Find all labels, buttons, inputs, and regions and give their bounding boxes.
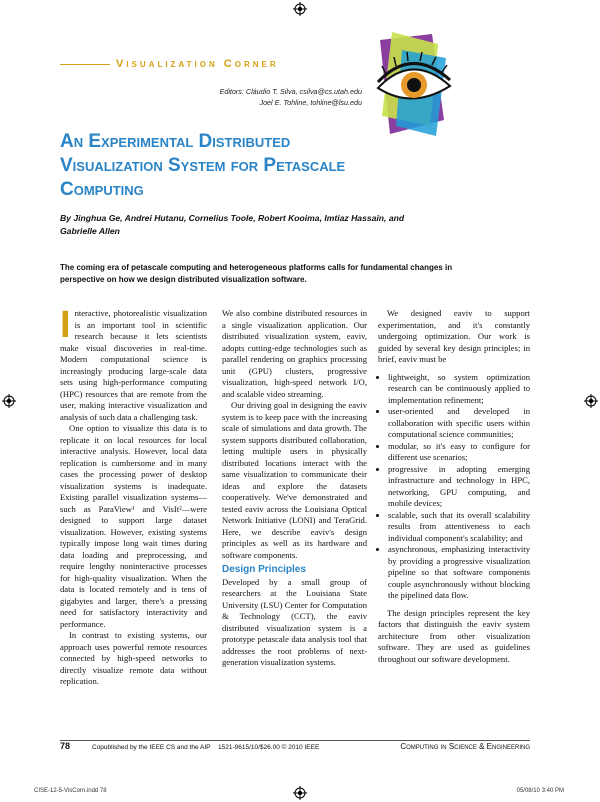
subsection-heading: Design Principles — [222, 564, 306, 575]
paragraph: The design principles represent the key factors that distinguish the eaviv system architecture from other visualization software. They are used as guidelines throughout our software development. — [378, 607, 530, 664]
editor-line-2: Joel E. Tohline, tohline@lsu.edu — [259, 98, 362, 107]
body-column-1 — [60, 304, 207, 688]
registration-mark-right-icon — [584, 394, 598, 408]
paragraph: Our driving goal in designing the eaviv system is to keep pace with the increasing scale of simulations and data growth. The system supports distributed collaboration, letting multiple users in physically distributed locations interact with the same visualization to communicate their ideas and explore the datasets cooperatively. We've demonstrated and tested eaviv across the Louisiana Optical Network Initiative (LONI) and TeraGrid. Here, we describe eaviv's design principles as well as its hardware and software components. — [222, 400, 367, 560]
paragraph: Developed by a small group of researchers at the Louisiana State University (LSU) Center for Computation & Technology (CCT), the eaviv distributed visualization system is a prototype petascale data analysis tool that addresses the root problems of next-generation visualization systems. — [222, 576, 367, 667]
paragraph-text: nteractive, photorealistic visualization is an important tool in scientific research because it lets scientists make visual discoveries in real-time. Modern computational science is increasingly producing large-scale data sets using high-performance computing (HPC) resources that are remote from the user, making interactive visualization and analysis of such data a challenging task. — [60, 308, 207, 422]
registration-mark-top-icon — [293, 2, 307, 16]
body-column-3 — [378, 308, 530, 665]
footer-rule — [60, 740, 530, 741]
list-item: • user-oriented and developed in collaboration with specific users within computational science communities; — [388, 406, 530, 441]
drop-cap: I — [60, 304, 71, 346]
paragraph: We also combine distributed resources in a single visualization application. Our distributed visualization system, eaviv, adopts cutting-edge technologies such as parallel rendering on graphics processing unit (GPU) clusters, progressive visualization, high-speed network I/O, and scalable video streaming. — [222, 308, 367, 399]
section-header: Visualization Corner — [116, 58, 279, 70]
article-title: An Experimental Distributed Visualization System for Petascale Computing — [60, 131, 346, 200]
registration-mark-bottom-icon — [293, 786, 307, 800]
list-item: • asynchronous, emphasizing interactivity by providing a progressive visualization pipeline so that software components couple asynchronously without blocking the pipelined data flow. — [388, 544, 530, 602]
editors-block — [102, 86, 362, 108]
copyright-text: Copublished by the IEEE CS and the AIP — [92, 744, 211, 751]
print-slug-left: CISE-12-5-VisCorn.indd 78 — [34, 788, 107, 794]
issn-text: 1521-9615/10/$26.00 © 2010 IEEE — [218, 744, 320, 751]
paragraph — [60, 304, 207, 423]
print-slug-right: 05/08/10 3:40 PM — [516, 788, 564, 794]
list-item: • progressive in adopting emerging infrastructure and technology in HPC, networking, GPU computing, and mobile devices; — [388, 464, 530, 510]
paragraph: We designed eaviv to support experimentation, and it's constantly undergoing optimization. Our work is guided by several key design principles; in brief, eaviv must be — [378, 308, 530, 364]
body-column-2 — [222, 308, 367, 669]
article-authors: By Jinghua Ge, Andrei Hutanu, Cornelius Toole, Robert Kooima, Imtiaz Hassain, and Gabrielle Allen — [60, 213, 405, 236]
eye-logo-icon — [372, 30, 452, 140]
journal-name: Computing in Science & Engineering — [400, 742, 530, 751]
list-item: • scalable, such that its overall scalability results from attentiveness to each individual component's scalability; and — [388, 510, 530, 545]
editor-line-1: Editors: Cláudio T. Silva, csilva@cs.utah.edu — [219, 87, 362, 96]
paragraph: In contrast to existing systems, our approach uses powerful remote resources connected by high-speed networks to directly visualize remote data without replication. — [60, 630, 207, 686]
list-item: • lightweight, so system optimization research can be continuously applied to implementation refinement; — [388, 372, 530, 407]
list-item: • modular, so it's easy to configure for different use scenarios; — [388, 441, 530, 464]
article-abstract: The coming era of petascale computing and heterogeneous platforms calls for fundamental changes in perspective on how we design distributed visualization software. — [60, 263, 453, 284]
registration-mark-left-icon — [2, 394, 16, 408]
paragraph: One option to visualize this data is to replicate it on local resources for local interactive analysis. However, local data replication is cumbersome and in many cases the processing power of desktop visualization systems is inadequate. Existing parallel visualization systems—such as ParaView¹ and VisIt²—were designed to support large dataset visualization. However, existing systems typically impose long wait times during data loading and preprocessing, and require lengthy noninteractive processes for high-quality visualization. When the data is located remotely and is tens of gigabytes and larger, there's a pressing need for satisfactory interactivity and performance. — [60, 423, 207, 629]
design-principles-list — [378, 372, 530, 602]
page-number: 78 — [60, 741, 71, 751]
